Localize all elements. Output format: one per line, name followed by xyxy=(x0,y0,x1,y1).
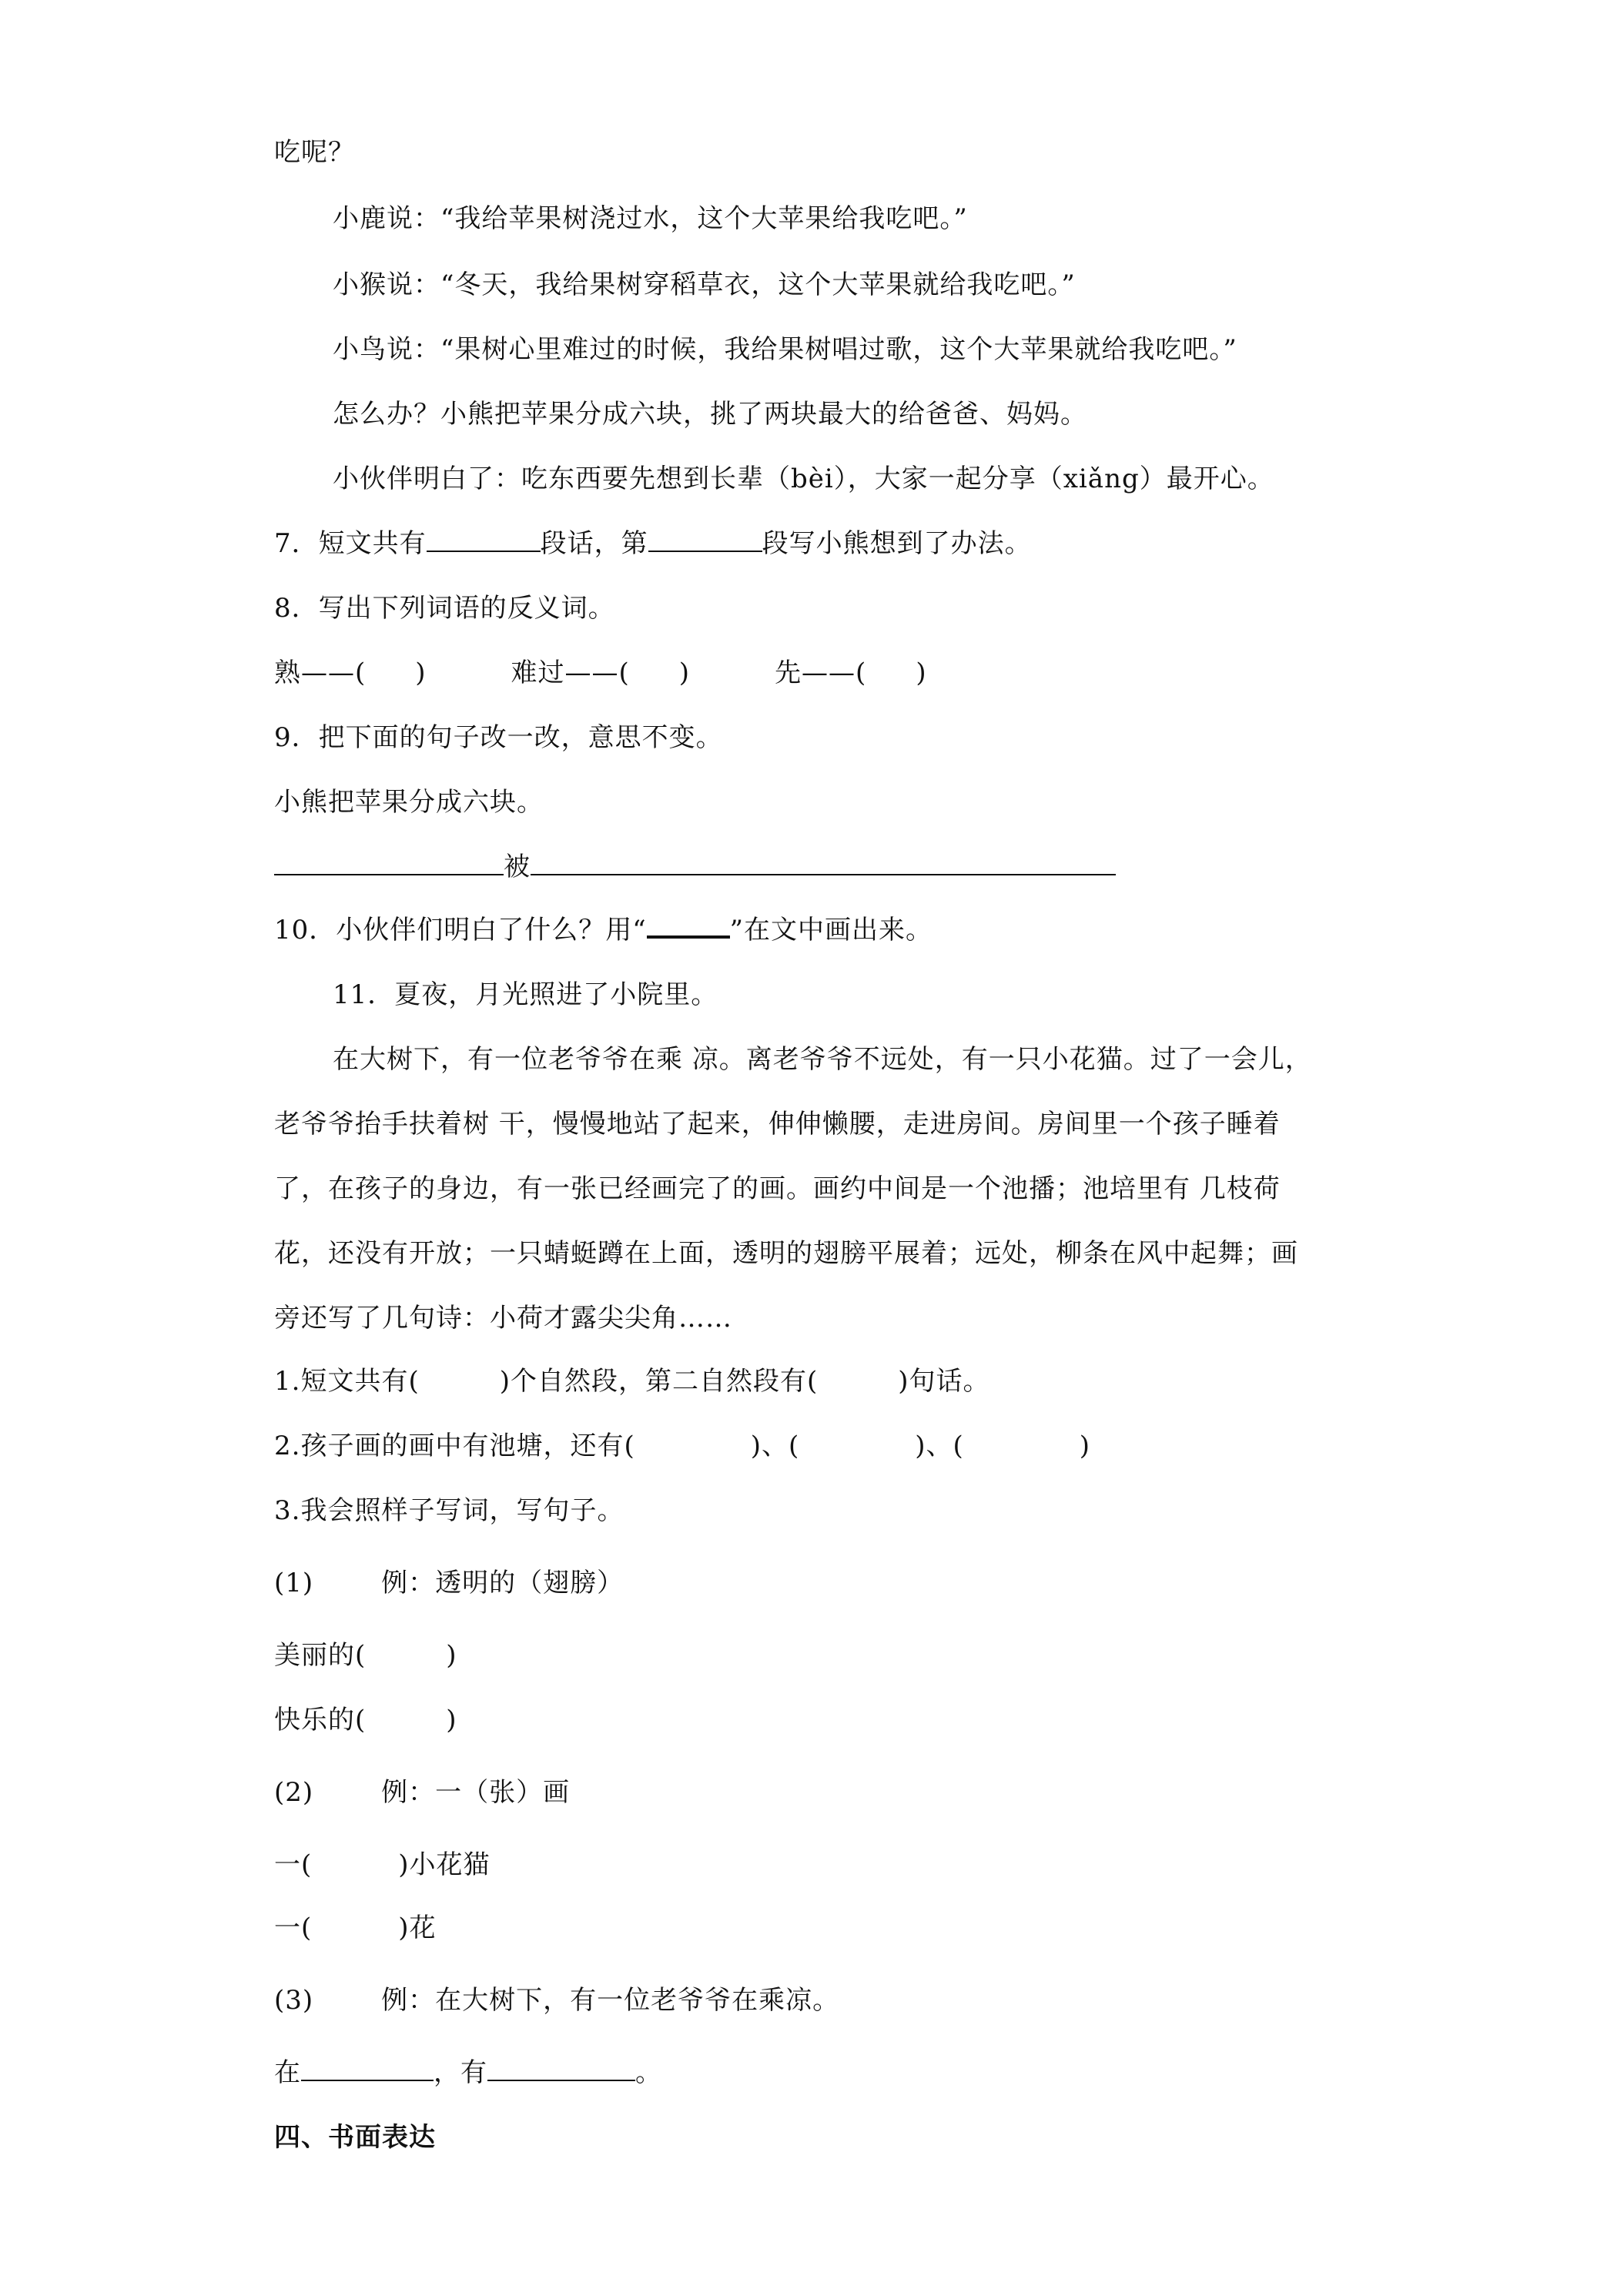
exercise-item: 快乐的( ) xyxy=(274,1705,457,1735)
exercise-item: 美丽的( ) xyxy=(274,1640,457,1671)
exercise-item: 一( )小花猫 xyxy=(274,1849,491,1880)
passage-line: 小鹿说：“我给苹果树浇过水，这个大苹果给我吃吧。” xyxy=(333,203,968,234)
passage-2-line: 老爷爷抬手扶着树 干，慢慢地站了起来，伸伸懒腰，走进房间。房间里一个孩子睡着 xyxy=(274,1109,1281,1140)
passage-2-line: 了，在孩子的身边，有一张已经画完了的画。画约中间是一个池播；池培里有 几枝荷 xyxy=(274,1173,1281,1204)
question-9-sentence: 小熊把苹果分成六块。 xyxy=(274,787,544,818)
passage-2-line: 花，还没有开放；一只蜻蜓蹲在上面，透明的翅膀平展着；远处，柳条在风中起舞；画 xyxy=(274,1238,1298,1269)
sub-question-1: 1.短文共有( )个自然段，第二自然段有( )句话。 xyxy=(274,1366,990,1397)
passage-2-line: 旁还写了几句诗：小荷才露尖尖角…… xyxy=(274,1303,732,1334)
question-7: 7．短文共有 段话，第 段写小熊想到了办法。 xyxy=(274,520,1032,567)
question-8-title: 8．写出下列词语的反义词。 xyxy=(274,593,615,624)
passage-line: 小鸟说：“果树心里难过的时候，我给果树唱过歌，这个大苹果就给我吃吧。” xyxy=(333,334,1237,365)
passage-line: 小猴说：“冬天，我给果树穿稻草衣，这个大苹果就给我吃吧。” xyxy=(333,269,1076,300)
answer-blank[interactable] xyxy=(648,523,762,552)
exercise-item: 一( )花 xyxy=(274,1913,437,1943)
example-2: (2) 例：一（张）画 xyxy=(274,1777,571,1808)
exercise-sentence: 在 ，有 。 xyxy=(274,2050,662,2096)
sub-question-2: 2.孩子画的画中有池塘，还有( )、( )、( ) xyxy=(274,1431,1091,1461)
passage-2-line: 在大树下，有一位老爷爷在乘 凉。离老爷爷不远处，有一只小花猫。过了一会儿， xyxy=(333,1044,1312,1075)
answer-blank[interactable] xyxy=(427,523,541,552)
sub-question-3: 3.我会照样子写词，写句子。 xyxy=(274,1495,624,1526)
passage-line: 小伙伴明白了：吃东西要先想到长辈（bèi），大家一起分享（xiǎng）最开心。 xyxy=(333,464,1274,494)
underline-sample xyxy=(647,908,730,939)
question-11-title: 11．夏夜，月光照进了小院里。 xyxy=(333,979,718,1010)
question-8-items: 熟——( ) 难过——( ) 先——( ) xyxy=(274,658,927,688)
question-9-answer: 被 xyxy=(274,844,1116,890)
answer-blank[interactable] xyxy=(531,846,1116,875)
passage-continuation: 吃呢？ xyxy=(274,137,355,168)
question-9-title: 9．把下面的句子改一改，意思不变。 xyxy=(274,722,723,753)
question-10: 10．小伙伴们明白了什么？用“ ”在文中画出来。 xyxy=(274,907,933,953)
answer-blank[interactable] xyxy=(274,846,504,875)
answer-blank[interactable] xyxy=(487,2052,635,2081)
example-3: (3) 例：在大树下，有一位老爷爷在乘凉。 xyxy=(274,1985,840,2016)
passage-line: 怎么办？小熊把苹果分成六块，挑了两块最大的给爸爸、妈妈。 xyxy=(333,399,1087,430)
answer-blank[interactable] xyxy=(301,2052,434,2081)
section-heading: 四、书面表达 xyxy=(274,2122,436,2153)
example-1: (1) 例：透明的（翅膀） xyxy=(274,1568,624,1598)
